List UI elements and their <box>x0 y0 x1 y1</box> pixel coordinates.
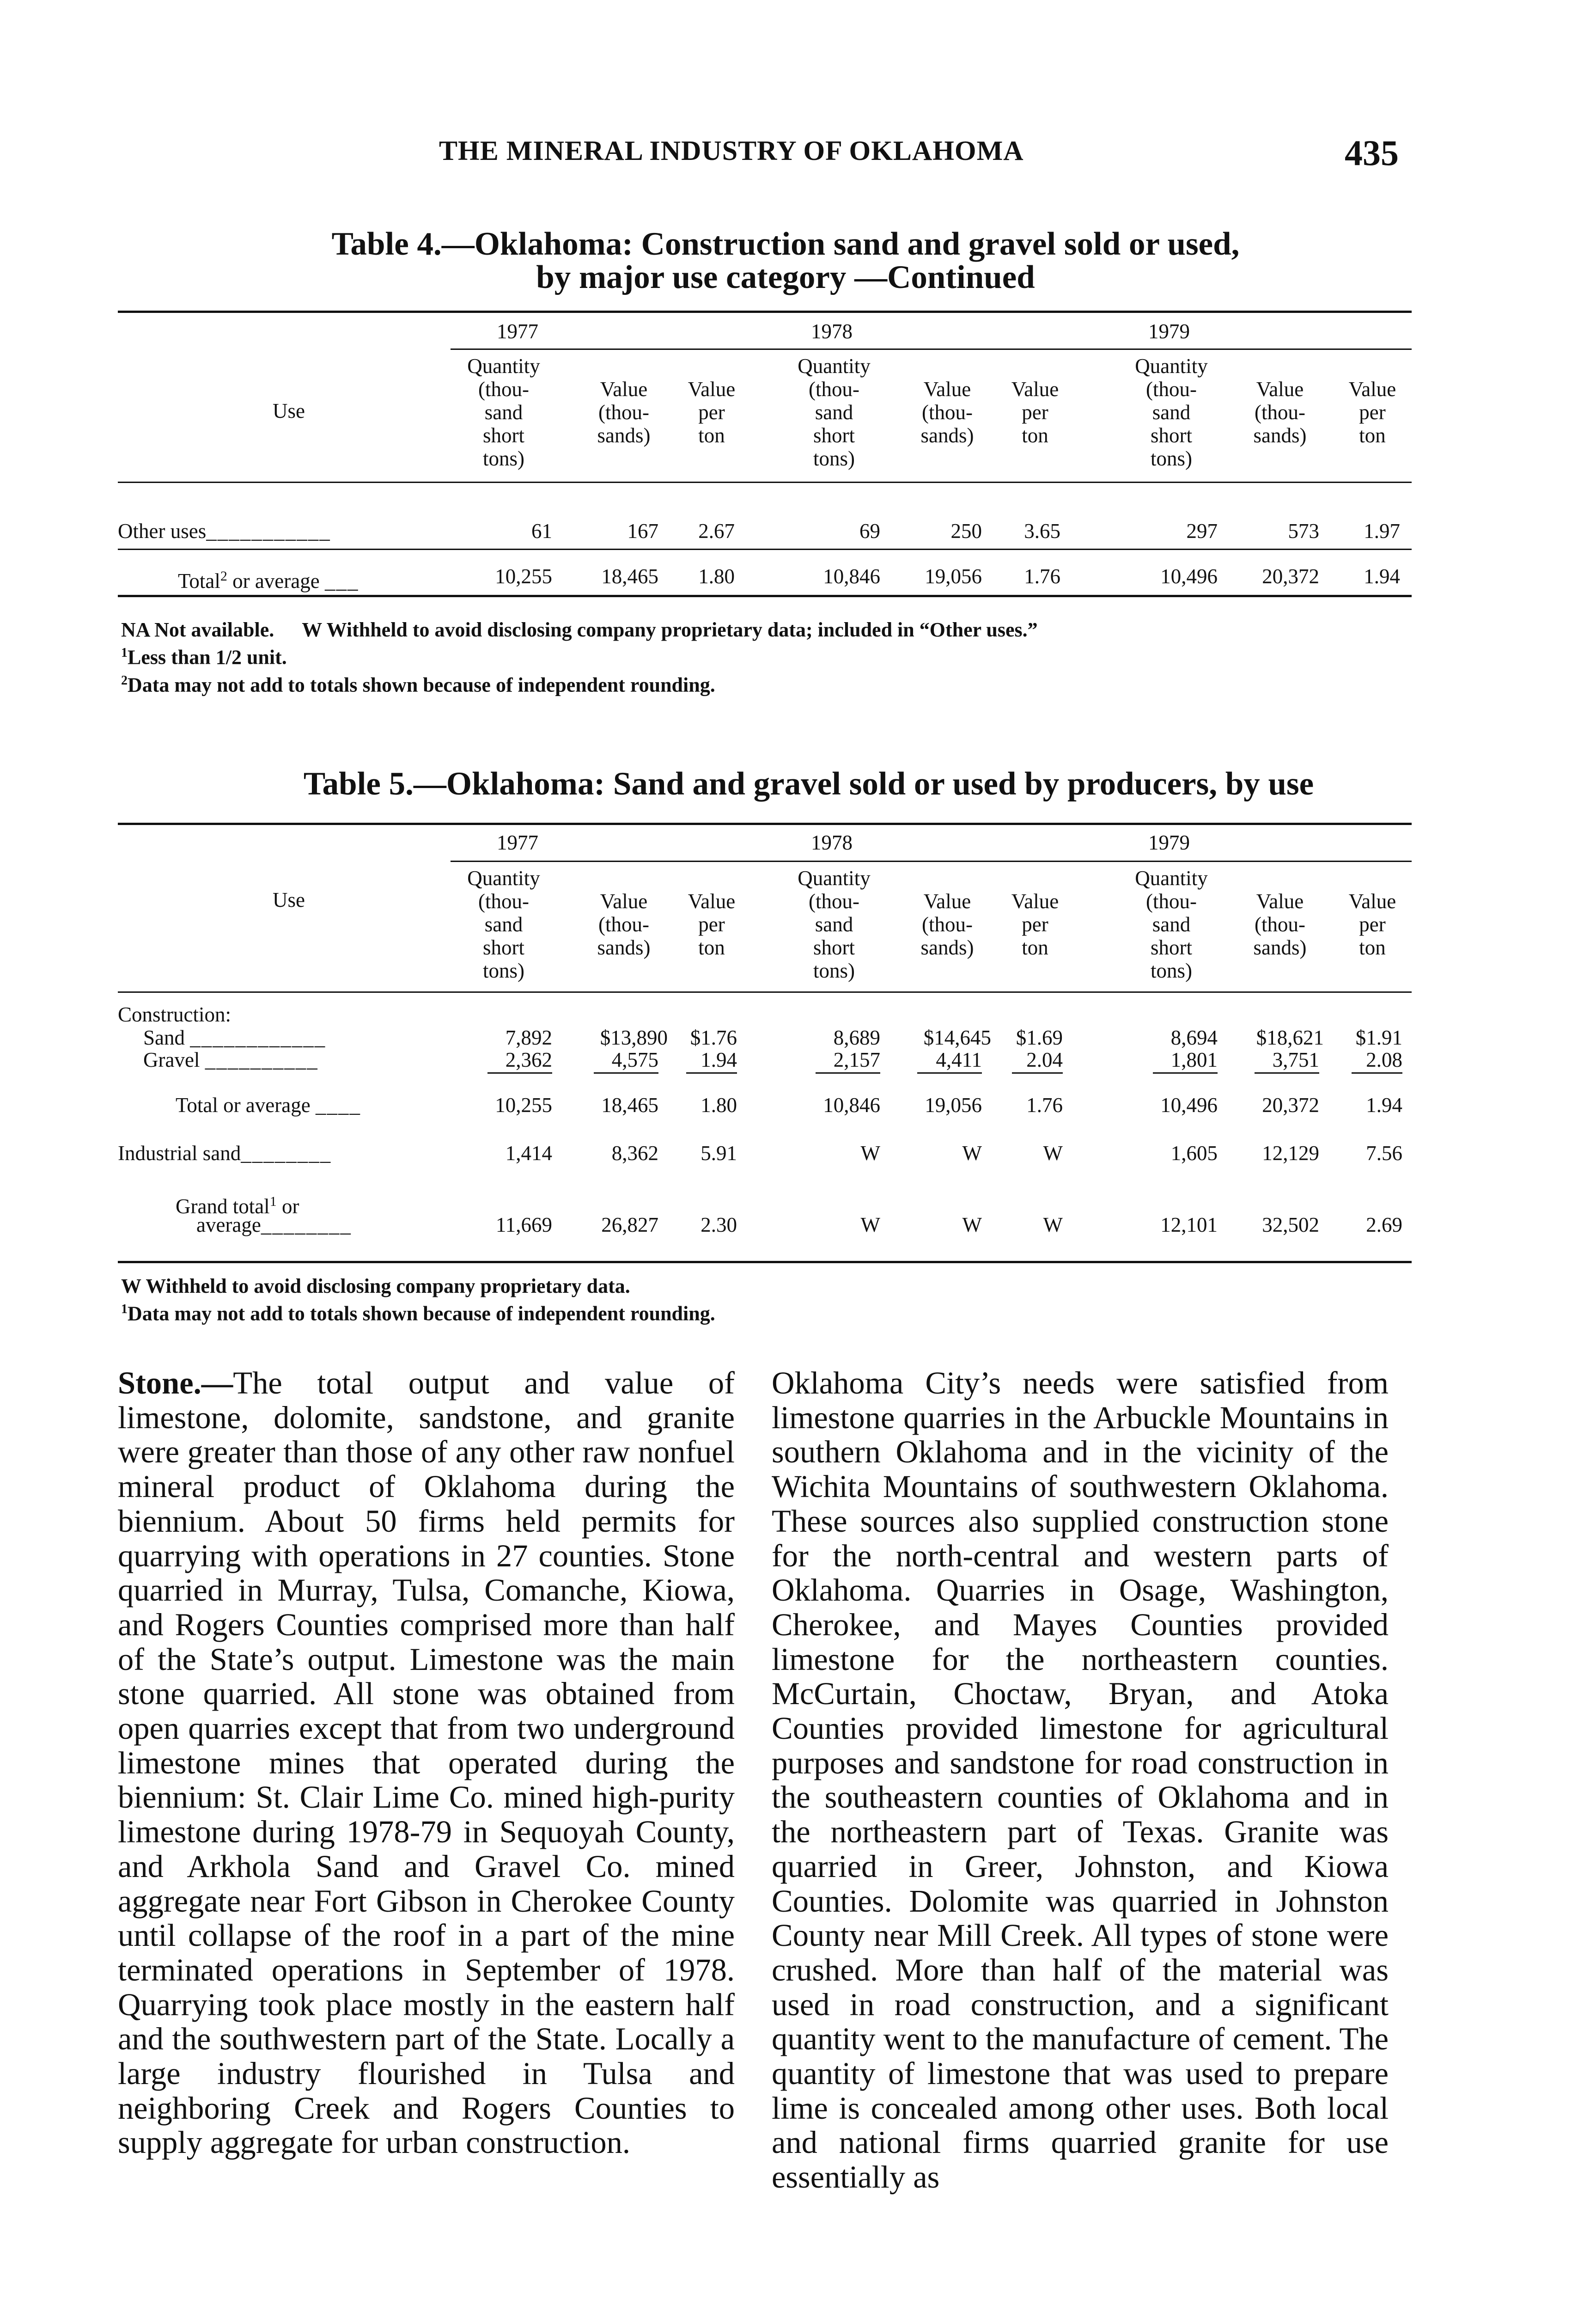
table4-qty-header-1979: Quantity (thou- sand short tons) <box>1135 355 1208 470</box>
table5-vpt-header-1979: Value per ton <box>1348 890 1396 959</box>
table5-row-industrial-sand-label: Industrial sand________ <box>118 1142 332 1165</box>
running-header: THE MINERAL INDUSTRY OF OKLAHOMA <box>439 135 1024 166</box>
table5-cell: 1.80 <box>701 1094 737 1117</box>
body-column-right <box>772 1366 1389 2195</box>
table5-cell: 2,362 <box>505 1048 552 1071</box>
table4-cell: 10,255 <box>495 565 552 588</box>
table4-cell: 10,846 <box>823 565 880 588</box>
table4-row-total-label: Total$^2$ or average ___ <box>178 569 359 593</box>
table4-value-header-1979: Value (thou- sands) <box>1253 378 1307 447</box>
table4-title-line2: by major use category —Continued <box>536 259 1035 295</box>
table5-cell: W <box>1043 1213 1063 1236</box>
table5-cell: 7.56 <box>1366 1142 1402 1165</box>
table5-cell: 1,414 <box>505 1142 552 1165</box>
table5-cell: 3,751 <box>1272 1048 1319 1071</box>
table5-cell: 8,689 <box>833 1026 880 1049</box>
table5-row-sand-label: Sand ____________ <box>143 1026 326 1049</box>
table4-vpt-header-1977: Value per ton <box>688 378 736 447</box>
table5-cell: W <box>962 1213 982 1236</box>
table4-row-other-uses-label: Other uses___________ <box>118 520 331 543</box>
body-text-right: Oklahoma City’s needs were satisfied from limestone quarries in the Arbuckle Mountains in southern Oklahoma and in the vicinity of the Wichita Mountains of southwestern Oklahoma. These sources also supplied construction stone for the north-central and western parts of Oklahoma. Quarries in Osage, Washington, Cherokee, and Mayes Counties provided limestone for the northeastern counties. McCurtain, Choctaw, Bryan, and Atoka Counties provided limestone for agricultural purposes and sandstone for road construction in the southeastern counties of Oklahoma and in the northeastern part of Texas. Granite was quarried in Greer, Johnston, and Kiowa Counties. Dolomite was quarried in Johnston County near Mill Creek. All types of stone were crushed. More than half of the material was used in road construction, and a significant quantity went to the manufacture of cement. The quantity of limestone that was used to prepare lime is concealed among other uses. Both local and national firms quarried granite for use essentially as <box>772 1365 1389 2195</box>
table4-cell: 1.76 <box>1024 565 1060 588</box>
table5-year-1977: 1977 <box>497 831 538 854</box>
table5-cell: 4,411 <box>936 1048 982 1071</box>
table4-vpt-header-1978: Value per ton <box>1011 378 1059 447</box>
table5-cell: W <box>860 1213 880 1236</box>
table5-row-grand-total-label-2: average________ <box>196 1213 352 1236</box>
table5-title: Table 5.—Oklahoma: Sand and gravel sold or used by producers, by use <box>303 766 1314 802</box>
table5-cell: $13,890 <box>600 1026 668 1049</box>
table5-cell: 20,372 <box>1262 1094 1319 1117</box>
table5-cell: 12,129 <box>1262 1142 1319 1165</box>
table5-vpt-header-1977: Value per ton <box>688 890 736 959</box>
table5-cell: $14,645 <box>923 1026 991 1049</box>
table5-cell: 11,669 <box>495 1213 552 1236</box>
table5-row-grand-total-label: Grand total$^1$ or <box>176 1194 299 1218</box>
table5-qty-header-1978: Quantity (thou- sand short tons) <box>798 867 871 982</box>
table4-cell: 61 <box>531 520 552 543</box>
table4-year-1979: 1979 <box>1148 320 1190 343</box>
table4-cell: 20,372 <box>1262 565 1319 588</box>
table5-cell: W <box>962 1142 982 1165</box>
table5-footnotes: W Withheld to avoid disclosing company proprietary data. $^1$Data may not add to totals shown because of independent rounding. <box>121 1275 715 1325</box>
table4-year-1977: 1977 <box>497 320 538 343</box>
table5-cell: 8,694 <box>1170 1026 1218 1049</box>
table4-cell: 69 <box>859 520 880 543</box>
table4-cell: 1.97 <box>1364 520 1400 543</box>
table5-cell: $1.76 <box>690 1026 737 1049</box>
table5-cell: 1,801 <box>1170 1048 1218 1071</box>
table5-cell: 8,362 <box>611 1142 658 1165</box>
table5-year-1978: 1978 <box>811 831 853 854</box>
table5-value-header-1978: Value (thou- sands) <box>920 890 974 959</box>
table5-cell: 2.30 <box>701 1213 737 1236</box>
table4-use-header: Use <box>273 399 305 422</box>
body-column-left <box>118 1366 735 2160</box>
table4 <box>118 311 1412 597</box>
table4-cell: 297 <box>1186 520 1218 543</box>
table4-cell: 18,465 <box>601 565 658 588</box>
table5-cell: 1.94 <box>701 1048 737 1071</box>
table5-cell: 32,502 <box>1262 1213 1319 1236</box>
table4-footnotes: NA Not available. W Withheld to avoid disclosing company proprietary data; included in “Other uses.” $^1$Less than 1/2 unit. $^2$Data may not add to totals shown because of independent rounding. <box>121 618 1038 697</box>
table5-cell: 7,892 <box>505 1026 552 1049</box>
page-number: 435 <box>1345 133 1399 173</box>
table4-cell: 3.65 <box>1024 520 1060 543</box>
table5-value-header-1979: Value (thou- sands) <box>1253 890 1307 959</box>
table4-qty-header-1977: Quantity (thou- sand short tons) <box>467 355 540 470</box>
table5-cell: 5.91 <box>701 1142 737 1165</box>
table5-cell: 2.04 <box>1026 1048 1063 1071</box>
table5-cell: 18,465 <box>601 1094 658 1117</box>
table5-cell: 10,496 <box>1160 1094 1218 1117</box>
table4-cell: 1.94 <box>1364 565 1400 588</box>
table5-cell: $1.69 <box>1016 1026 1063 1049</box>
table4-title <box>277 227 1294 294</box>
table5-cell: 10,846 <box>823 1094 880 1117</box>
table5-cell: 4,575 <box>611 1048 658 1071</box>
table5-cell: 2.69 <box>1366 1213 1402 1236</box>
table4-cell: 10,496 <box>1160 565 1218 588</box>
table4-year-1978: 1978 <box>811 320 853 343</box>
table5-cell: 2,157 <box>833 1048 880 1071</box>
table5-cell: 10,255 <box>495 1094 552 1117</box>
table5-qty-header-1979: Quantity (thou- sand short tons) <box>1135 867 1208 982</box>
table5-cell: 19,056 <box>925 1094 982 1117</box>
table4-title-line1: Table 4.—Oklahoma: Construction sand and gravel sold or used, <box>331 226 1240 262</box>
table4-value-header-1977: Value (thou- sands) <box>597 378 651 447</box>
table5-cell: 2.08 <box>1366 1048 1402 1071</box>
table4-vpt-header-1979: Value per ton <box>1348 378 1396 447</box>
table5-cell: W <box>860 1142 880 1165</box>
table5-cell: 12,101 <box>1160 1213 1218 1236</box>
table5-qty-header-1977: Quantity (thou- sand short tons) <box>467 867 540 982</box>
table5-value-header-1977: Value (thou- sands) <box>597 890 651 959</box>
table4-cell: 250 <box>950 520 982 543</box>
table4-cell: 573 <box>1288 520 1319 543</box>
table4-qty-header-1978: Quantity (thou- sand short tons) <box>798 355 871 470</box>
table5-cell: $1.91 <box>1355 1026 1402 1049</box>
table5-row-total-label: Total or average ____ <box>176 1094 361 1117</box>
table5-cell: $18,621 <box>1256 1026 1324 1049</box>
table5-cell: 1.76 <box>1026 1094 1063 1117</box>
table5-section-construction: Construction: <box>118 1003 231 1026</box>
table5-row-gravel-label: Gravel __________ <box>143 1048 318 1071</box>
section-heading-stone: Stone.— <box>118 1365 233 1400</box>
table5 <box>118 823 1412 1264</box>
table5-cell: 26,827 <box>601 1213 658 1236</box>
table5-year-1979: 1979 <box>1148 831 1190 854</box>
table4-cell: 167 <box>627 520 658 543</box>
table4-cell: 2.67 <box>698 520 735 543</box>
table5-cell: 1.94 <box>1366 1094 1402 1117</box>
table4-cell: 19,056 <box>925 565 982 588</box>
table4-value-header-1978: Value (thou- sands) <box>920 378 974 447</box>
table5-vpt-header-1978: Value per ton <box>1011 890 1059 959</box>
table5-use-header: Use <box>273 888 305 911</box>
body-text-left: The total output and value of limestone, dolomite, sandstone, and granite were greater than those of any other raw nonfuel mineral product of Oklahoma during the biennium. About 50 firms held permits for quarrying with operations in 27 counties. Stone quarried in Murray, Tulsa, Comanche, Kiowa, and Rogers Counties comprised more than half of the State’s output. Limestone was the main stone quarried. All stone was obtained from open quarries except that from two underground limestone mines that operated during the biennium: St. Clair Lime Co. mined high-purity limestone during 1978-79 in Sequoyah County, and Arkhola Sand and Gravel Co. mined aggregate near Fort Gibson in Cherokee County until collapse of the roof in a part of the mine terminated operations in September of 1978. Quarrying took place mostly in the eastern half and the southwestern part of the State. Locally a large industry flourished in Tulsa and neighboring Creek and Rogers Counties to supply aggregate for urban construction. <box>118 1365 735 2160</box>
table4-cell: 1.80 <box>698 565 735 588</box>
table5-cell: 1,605 <box>1170 1142 1218 1165</box>
table5-cell: W <box>1043 1142 1063 1165</box>
